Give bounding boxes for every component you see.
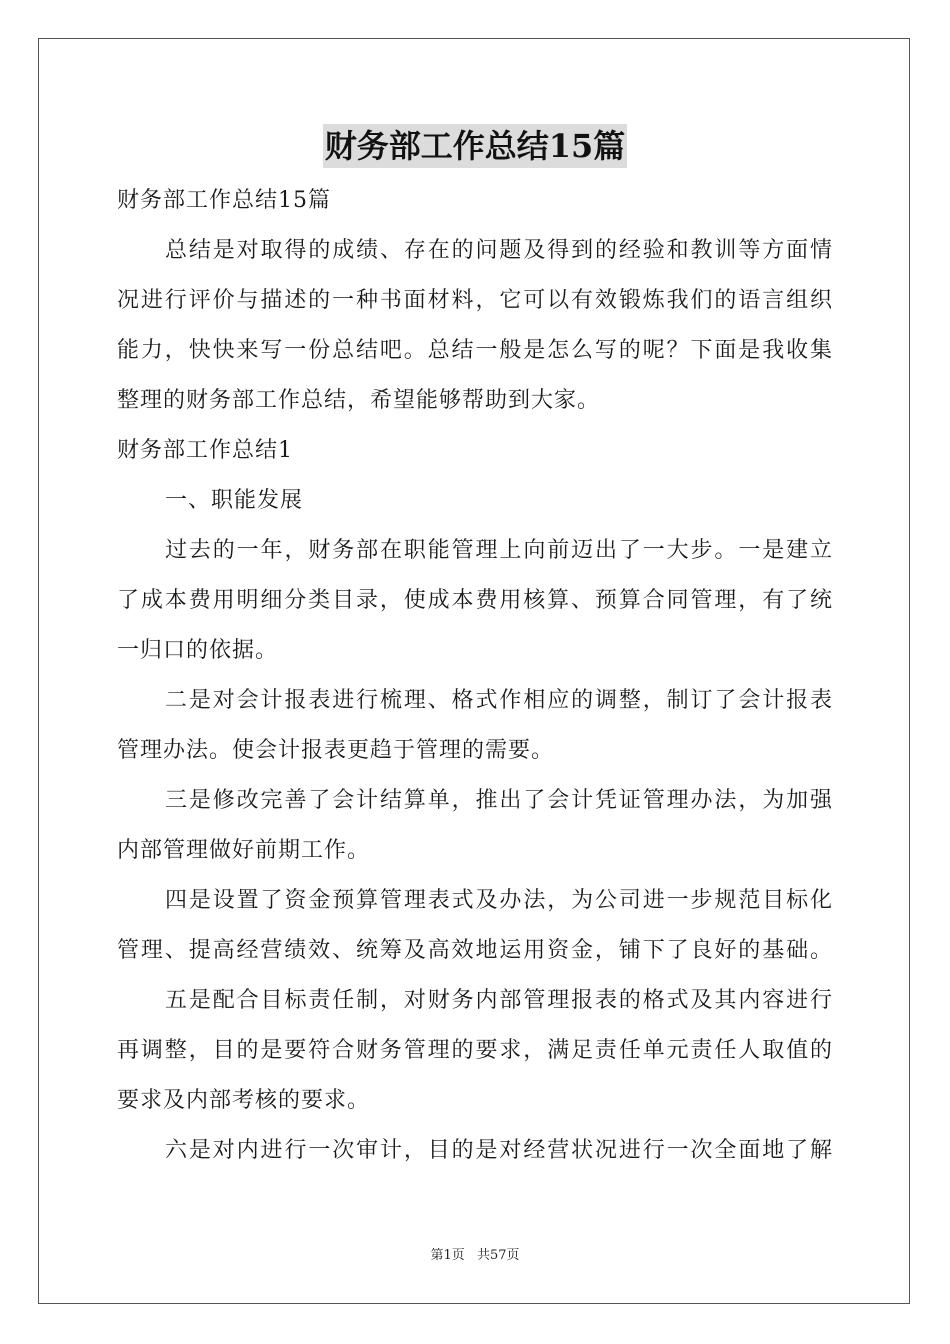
paragraph-line: 管理、提高经营绩效、统筹及高效地运用资金，铺下了良好的基础。 [117,938,833,963]
paragraph-line: 五是配合目标责任制，对财务内部管理报表的格式及其内容进行 [165,988,833,1013]
paragraph-line: 能力，快快来写一份总结吧。总结一般是怎么写的呢？下面是我收集 [117,338,833,363]
page-footer [0,1247,950,1265]
paragraph-line: 了成本费用明细分类目录，使成本费用核算、预算合同管理，有了统 [117,588,833,613]
page-number: 第1页 [430,1248,465,1263]
paragraph-line: 三是修改完善了会计结算单，推出了会计凭证管理办法，为加强 [165,788,833,813]
paragraph-line: 过去的一年，财务部在职能管理上向前迈出了一大步。一是建立 [165,538,833,563]
title-container [0,124,950,168]
paragraph-line: 二是对会计报表进行梳理、格式作相应的调整，制订了会计报表 [165,688,833,713]
total-pages: 共57页 [476,1248,520,1263]
paragraph-line: 整理的财务部工作总结，希望能够帮助到大家。 [117,388,601,413]
paragraph-line: 要求及内部考核的要求。 [117,1088,371,1113]
paragraph-line: 再调整，目的是要符合财务管理的要求，满足责任单元责任人取值的 [117,1038,833,1063]
paragraph-line: 总结是对取得的成绩、存在的问题及得到的经验和教训等方面情 [165,238,833,263]
section-heading: 财务部工作总结1 [117,438,293,463]
paragraph-line: 况进行评价与描述的一种书面材料，它可以有效锻炼我们的语言组织 [117,288,833,313]
paragraph-line: 四是设置了资金预算管理表式及办法，为公司进一步规范目标化 [165,888,833,913]
subsection-heading: 一、职能发展 [165,488,304,513]
paragraph-line: 内部管理做好前期工作。 [117,838,371,863]
document-body [117,176,833,1176]
paragraph-line: 管理办法。使会计报表更趋于管理的需要。 [117,738,555,763]
subtitle-line: 财务部工作总结15篇 [117,188,331,213]
paragraph-line: 一归口的依据。 [117,638,279,663]
paragraph-line: 六是对内进行一次审计，目的是对经营状况进行一次全面地了解 [165,1138,833,1163]
document-title: 财务部工作总结15篇 [323,124,628,168]
